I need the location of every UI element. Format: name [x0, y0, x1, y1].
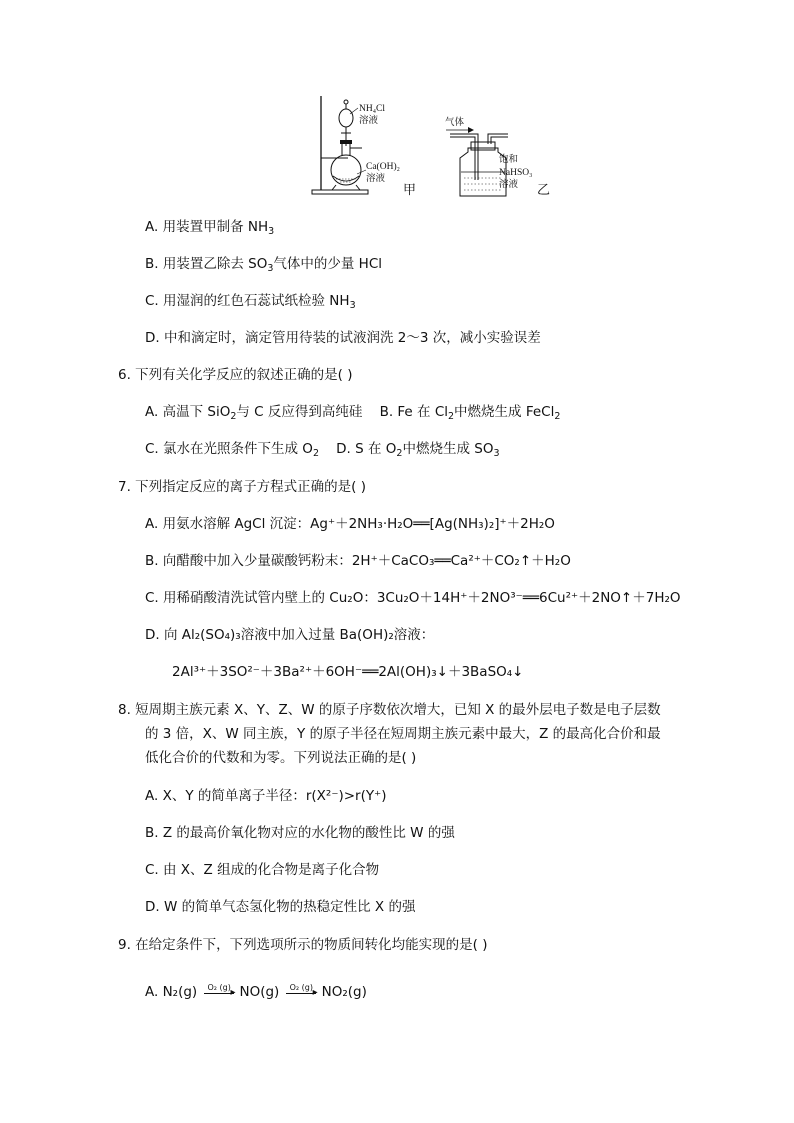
- q5-option-b-text: B. 用装置乙除去 SO: [145, 256, 268, 272]
- q7-option-d-equation: 2Al³⁺＋3SO²⁻＋3Ba²⁺＋6OH⁻══2Al(OH)₃↓＋3BaSO₄↓: [172, 664, 524, 680]
- q8-stem-line2: 的 3 倍，X、W 同主族，Y 的原子半径在短周期主族元素中最大，Z 的最高化合价和最: [145, 726, 661, 742]
- q6-option-b-rest: 中燃烧生成 FeCl: [454, 404, 555, 420]
- q7-option-a: A. 用氨水溶解 AgCl 沉淀：Ag⁺＋2NH₃·H₂O══[Ag(NH₃)₂]⁺＋2H₂O: [145, 516, 555, 532]
- q9-option-a-start: A. N₂(g): [145, 984, 198, 1000]
- yi-reagent-2: NaHSO₃: [499, 168, 533, 178]
- jia-reagent-flask-2: 溶液: [366, 173, 386, 184]
- jia-reagent-top-2: 溶液: [359, 115, 379, 126]
- q6-option-b-sub1: 2: [448, 411, 455, 422]
- q6-option-d-rest: 中燃烧生成 SO: [402, 441, 494, 457]
- q7-option-c: C. 用稀硝酸清洗试管内壁上的 Cu₂O：3Cu₂O＋14H⁺＋2NO³⁻══6Cu²⁺＋2NO↑＋7H₂O: [145, 590, 681, 606]
- q8-stem-line3: 低化合价的代数和为零。下列说法正确的是( ): [145, 750, 417, 766]
- q9-option-a-mid: NO(g): [239, 984, 280, 1000]
- q5-option-c: [145, 291, 356, 316]
- yi-gas-label: 气体: [445, 117, 465, 128]
- apparatus-diagram: [300, 90, 570, 202]
- q6-option-d-sub2: 3: [493, 448, 500, 459]
- apparatus-jia: [312, 96, 416, 198]
- q7-stem: 7. 下列指定反应的离子方程式正确的是( ): [118, 479, 366, 495]
- arrow-head-icon: ▸: [230, 987, 236, 998]
- reaction-condition-1: O₂ (g): [207, 983, 231, 992]
- q5-option-c-sub: 3: [349, 300, 356, 311]
- q6-option-b-sub2: 2: [554, 411, 561, 422]
- q5-option-a: [145, 217, 274, 242]
- q9-stem: 9. 在给定条件下，下列选项所示的物质间转化均能实现的是( ): [118, 937, 488, 953]
- q8-option-d: D. W 的简单气态氢化物的热稳定性比 X 的强: [145, 899, 416, 915]
- q8-option-a: A. X、Y 的简单离子半径：r(X²⁻)>r(Y⁺): [145, 788, 387, 804]
- q5-option-c-text: C. 用湿润的红色石蕊试纸检验 NH: [145, 293, 350, 309]
- jia-label: 甲: [403, 183, 417, 198]
- q6-option-d-sub1: 2: [396, 448, 403, 459]
- q6-option-b-text: B. Fe 在 Cl: [379, 404, 448, 420]
- arrow-shaft-icon: [286, 993, 316, 994]
- q5-option-a-text: A. 用装置甲制备 NH: [145, 219, 269, 235]
- q6-stem: 6. 下列有关化学反应的叙述正确的是( ): [118, 367, 353, 383]
- q6-options-ab: [145, 402, 560, 427]
- apparatus-figure: [300, 90, 570, 202]
- yi-label: 乙: [537, 183, 551, 198]
- q9-option-a: [145, 982, 367, 1002]
- q6-option-a-sub: 2: [230, 411, 237, 422]
- yi-reagent: 饱和: [499, 154, 519, 165]
- reaction-arrow-2: [284, 982, 322, 1002]
- q5-option-d: D. 中和滴定时，滴定管用待装的试液润洗 2～3 次，减小实验误差: [145, 330, 541, 346]
- arrow-head-icon: ▸: [312, 987, 318, 998]
- q5-option-b: [145, 254, 382, 279]
- arrow-shaft-icon: [204, 993, 234, 994]
- q7-option-b: B. 向醋酸中加入少量碳酸钙粉末：2H⁺＋CaCO₃══Ca²⁺＋CO₂↑＋H₂O: [145, 553, 571, 569]
- q8-option-b: B. Z 的最高价氧化物对应的水化物的酸性比 W 的强: [145, 825, 455, 841]
- q6-option-a-text: A. 高温下 SiO: [145, 404, 231, 420]
- jia-reagent-flask: Ca(OH)₂: [366, 162, 400, 172]
- reaction-condition-2: O₂ (g): [289, 983, 313, 992]
- apparatus-yi: [445, 116, 550, 198]
- q6-option-c-sub: 2: [312, 448, 319, 459]
- q5-option-b-sub: 3: [267, 263, 274, 274]
- q5-option-a-sub: 3: [268, 226, 275, 237]
- q7-option-d: D. 向 Al₂(SO₄)₃溶液中加入过量 Ba(OH)₂溶液：: [145, 627, 435, 643]
- q5-option-b-suffix: 气体中的少量 HCl: [273, 256, 383, 272]
- q9-option-a-end: NO₂(g): [321, 984, 367, 1000]
- q6-option-c-text: C. 氯水在光照条件下生成 O: [145, 441, 313, 457]
- reaction-arrow-1: [202, 982, 240, 1002]
- jia-reagent-top: NH₄Cl: [359, 104, 386, 114]
- q8-option-c: C. 由 X、Z 组成的化合物是离子化合物: [145, 862, 380, 878]
- q8-stem-line1: 8. 短周期主族元素 X、Y、Z、W 的原子序数依次增大，已知 X 的最外层电子数是电子层数: [118, 702, 661, 718]
- q6-option-d-text: D. S 在 O: [336, 441, 397, 457]
- q6-options-cd: [145, 439, 500, 464]
- q6-option-a-rest: 与 C 反应得到高纯硅: [236, 404, 363, 420]
- yi-reagent-3: 溶液: [499, 179, 519, 190]
